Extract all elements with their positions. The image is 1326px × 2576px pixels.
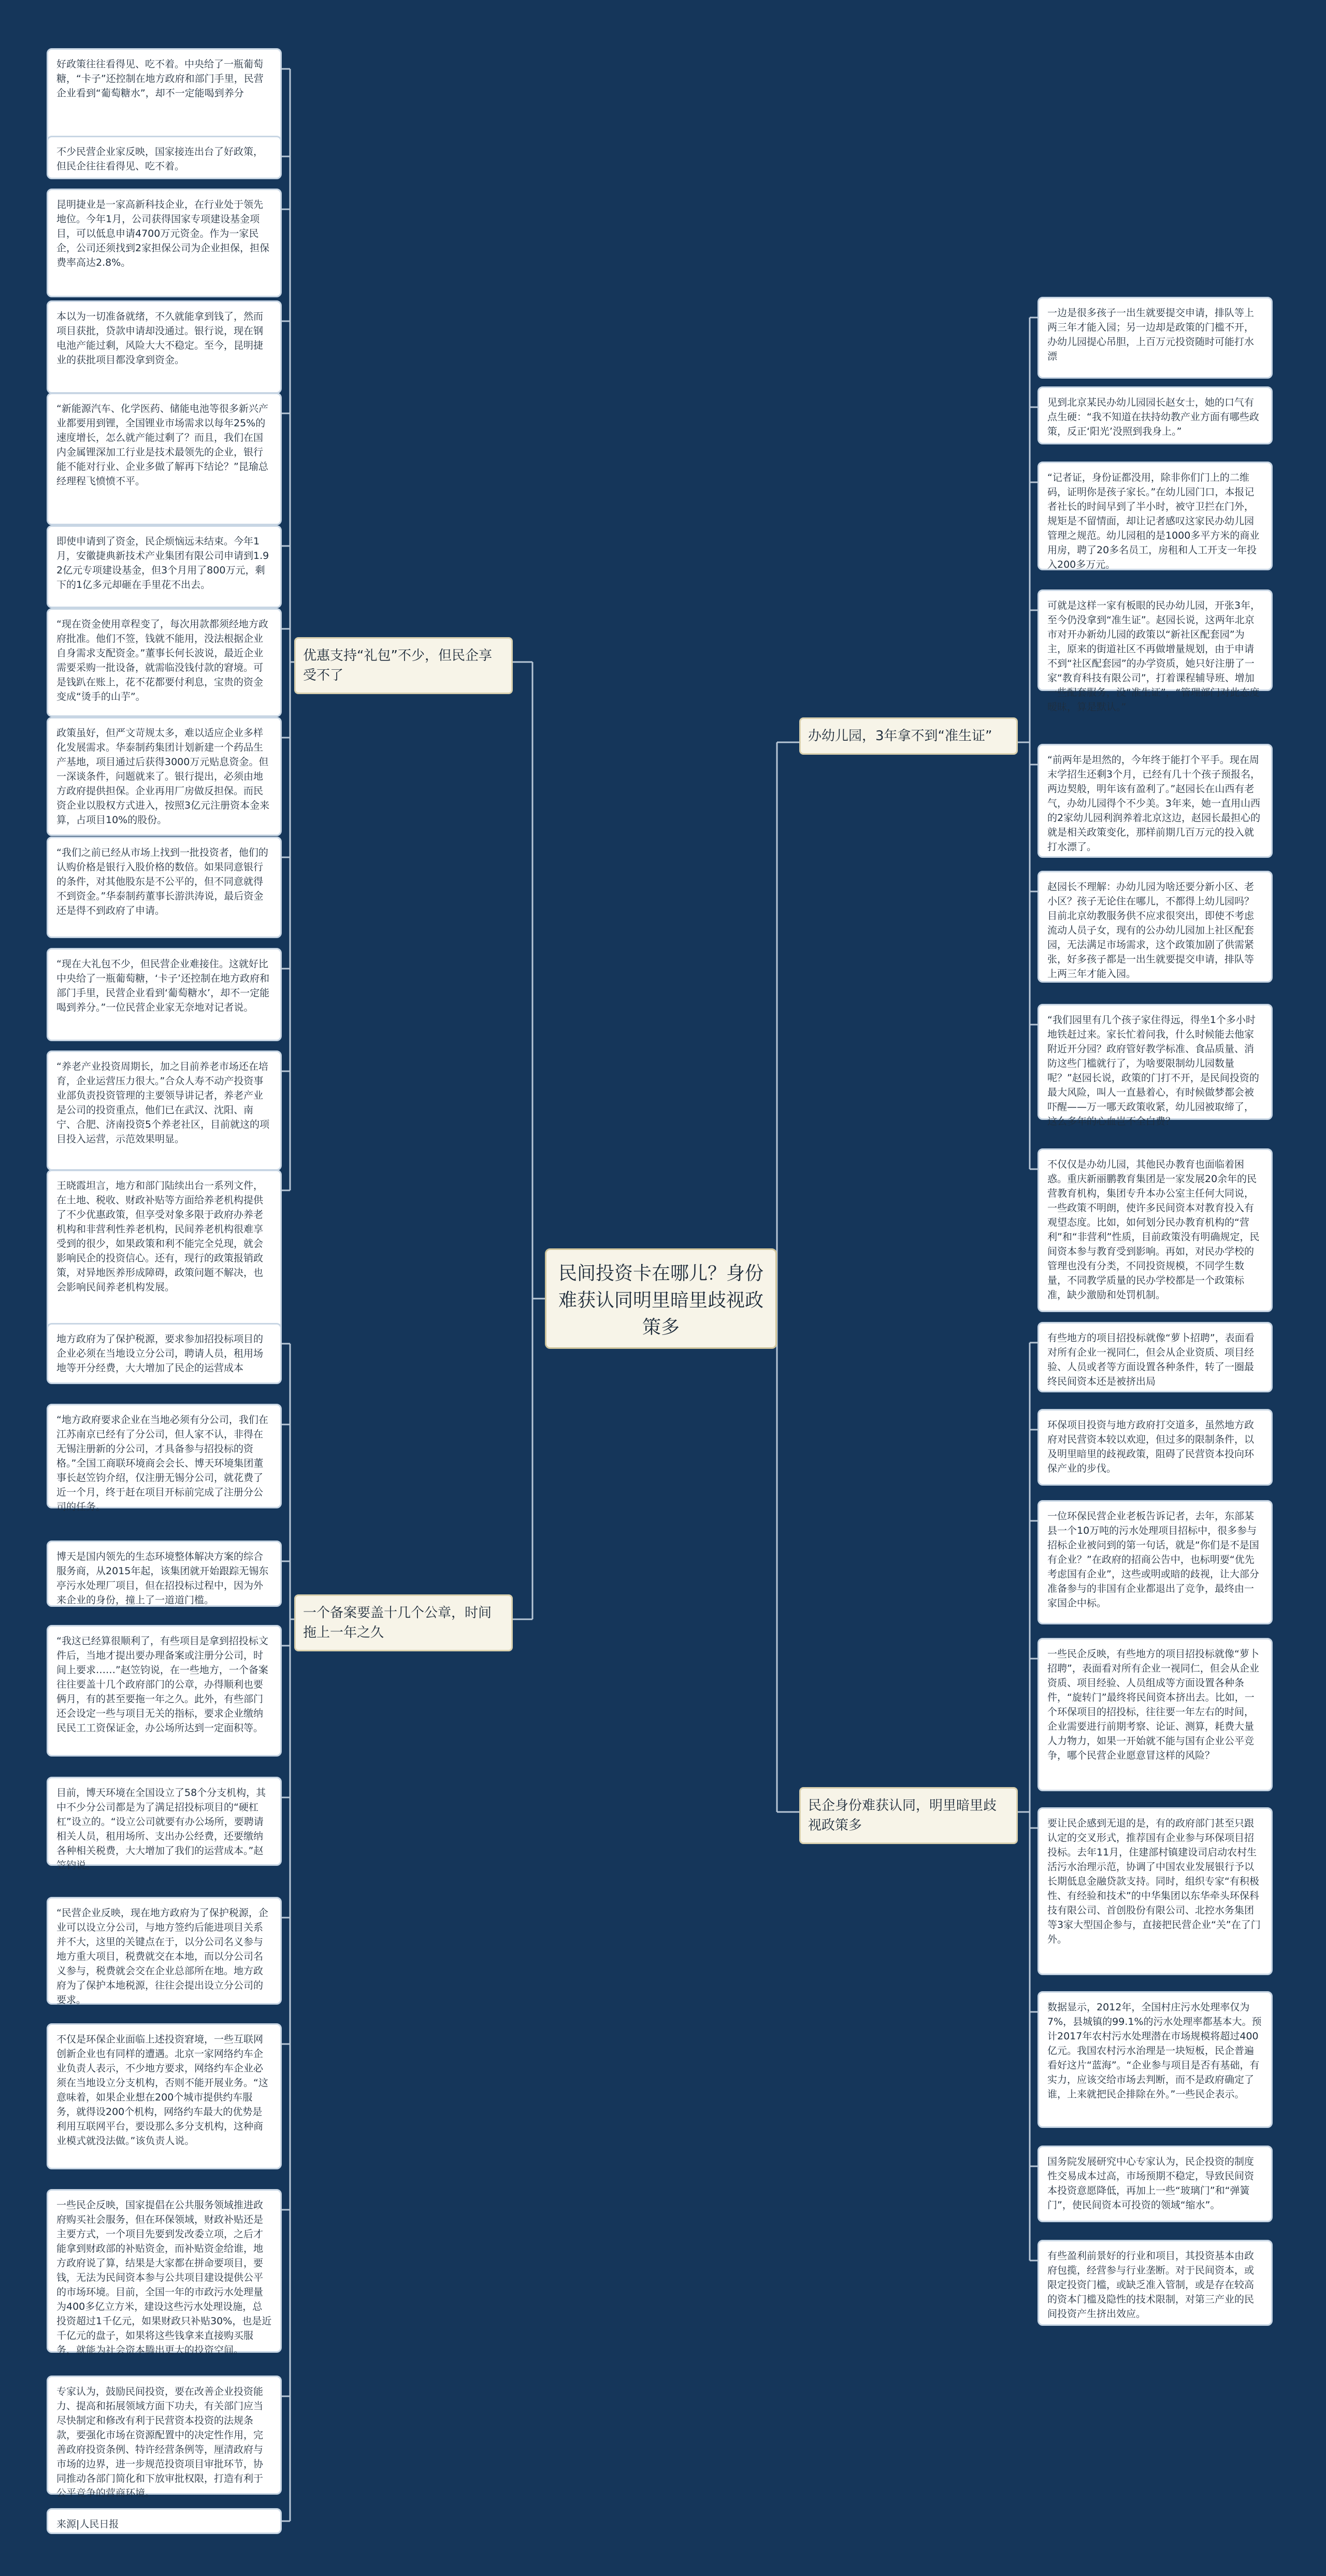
leaf-note[interactable]: 有些地方的项目招投标就像“萝卜招聘”，表面看对所有企业一视同仁，但会从企业资质、项目经验、人员或者等方面设置各种条件，转了一圈最终民间资本还是被挤出局 [1037,1322,1273,1392]
leaf-note[interactable]: “地方政府要求企业在当地必须有分公司，我们在江苏南京已经有了分公司，但人家不认，非得在无锡注册新的分公司，才具备参与招投标的资格。”全国工商联环境商会会长、博天环境集团董事长赵笠钧介绍，仅注册无锡分公司，就花费了近一个月，终于赶在项目开标前完成了注册分公司的任务。 [47,1404,282,1508]
leaf-note[interactable]: 来源|人民日报 [47,2508,282,2534]
leaf-note[interactable]: “民营企业反映，现在地方政府为了保护税源，企业可以设立分公司，与地方签约后能进项目关系并不大，这里的关键点在于，以分公司名义参与地方重大项目，税费就交在本地，而以分公司名义参与，税费就会交在企业总部所在地。地方政府为了保护本地税源，往往会提出设立分公司的要求。 [47,1897,282,2005]
leaf-note[interactable]: 见到北京某民办幼儿园园长赵女士，她的口气有点生硬：“我不知道在扶持幼教产业方面有哪些政策，反正‘阳光’没照到我身上。” [1037,386,1273,444]
leaf-note[interactable]: 目前，博天环境在全国设立了58个分支机构，其中不少分公司都是为了满足招投标项目的“硬杠杠”设立的。“设立公司就要有办公场所，要聘请相关人员，租用场所、支出办公经费，还要缴纳各种相关税费，大大增加了我们的运营成本。”赵笠钧说。 [47,1777,282,1866]
leaf-note[interactable]: 好政策往往看得见、吃不着。中央给了一瓶葡萄糖，“卡子”还控制在地方政府和部门手里，民营企业看到“葡萄糖水”，却不一定能喝到养分 [47,48,282,165]
leaf-note[interactable]: “现在资金使用章程变了，每次用款都须经地方政府批准。他们不签，钱就不能用，没法根据企业自身需求支配资金。”董事长何长波说，最近企业需要采购一批设备，就需临没钱付款的窘境。可是钱趴在账上，花不花都要付利息，宝贵的资金变成“烫手的山芋”。 [47,608,282,717]
leaf-note[interactable]: 政策虽好，但严文苛规太多，难以适应企业多样化发展需求。华泰制药集团计划新建一个药品生产基地，项目通过后获得3000万元贴息资金。但一深谈条件，问题就来了。银行提出，必须由地方政府提供担保。企业再用厂房做反担保。而民资企业以股权方式进入，按照3亿元注册资本金来算，占项目10%的股份。 [47,717,282,836]
root-topic[interactable]: 民间投资卡在哪儿？身份难获认同明里暗里歧视政策多 [545,1248,777,1349]
branch-topic-b2[interactable]: 一个备案要盖十几个公章，时间拖上一年之久 [294,1594,513,1651]
leaf-note[interactable]: “新能源汽车、化学医药、储能电池等很多新兴产业都要用到锂，全国锂业市场需求以每年25%的速度增长，怎么就产能过剩了？而且，我们在国内金属锂深加工行业是技术最领先的企业，银行能不能对行业、企业多做了解再下结论？”昆瑜总经理程飞愤愤不平。 [47,393,282,525]
leaf-note[interactable]: 要让民企感到无退的是，有的政府部门甚至只跟认定的交叉形式，推荐国有企业参与环保项目招投标。去年11月，住建部村镇建设司启动农村生活污水治理示范，协调了中国农业发展银行予以长期低息金融贷款支持。同时，组织专家“有积极性、有经验和技术”的中华集团以东华牵头环保科技有限公司、首创股份有限公司、北控水务集团等3家大型国企参与，直接把民营企业“关”在了门外。 [1037,1807,1273,1975]
leaf-note[interactable]: 国务院发展研究中心专家认为，民企投资的制度性交易成本过高，市场预期不稳定，导致民间资本投资意愿降低，再加上一些“玻璃门”和“弹簧门”，使民间资本可投资的领域“缩水”。 [1037,2146,1273,2222]
leaf-note[interactable]: 数据显示，2012年，全国村庄污水处理率仅为7%，县城镇的99.1%的污水处理率都基本大。预计2017年农村污水处理潜在市场规模将超过400亿元。我国农村污水治理是一块短板，民企普遍看好这片“蓝海”。“企业参与项目是否有基础，有实力，应该交给市场去判断，而不是政府确定了谁，上来就把民企排除在外。”一些民企表示。 [1037,1991,1273,2128]
leaf-note[interactable]: 昆明捷业是一家高新科技企业，在行业处于领先地位。今年1月，公司获得国家专项建设基金项目，可以低息申请4700万元资金。作为一家民企，公司还须找到2家担保公司为企业担保，担保费率高达2.8%。 [47,189,282,297]
leaf-note[interactable]: “现在大礼包不少，但民营企业难接住。这就好比中央给了一瓶葡萄糖，‘卡子’还控制在地方政府和部门手里，民营企业看到‘葡萄糖水’，却不一定能喝到养分。”一位民营企业家无奈地对记者说。 [47,948,282,1041]
leaf-note[interactable]: 一位环保民营企业老板告诉记者，去年，东部某县一个10万吨的污水处理项目招标中，很多参与招标企业被问到的第一句话，就是“你们是不是国有企业？”在政府的招商公告中，也标明要“优先考虑国有企业”，这些或明或暗的歧视，让大部分准备参与的非国有企业都退出了竞争，最终由一家国企中标。 [1037,1500,1273,1624]
leaf-note[interactable]: “记者证，身份证都没用，除非你们门上的二维码，证明你是孩子家长。”在幼儿园门口，本报记者社长的时间早到了半小时，被守卫拦在门外，规矩是不留情面，却让记者感叹这家民办幼儿园管理之规范。幼儿园租的是1000多平方米的商业用房，聘了20多名员工，房租和人工开支一年投入200多万元。 [1037,462,1273,570]
leaf-note[interactable]: 不少民营企业家反映，国家接连出台了好政策，但民企往往看得见、吃不着。 [47,136,282,179]
leaf-note[interactable]: 博天是国内领先的生态环境整体解决方案的综合服务商，从2015年起，该集团就开始跟踪无锡东亭污水处理厂项目，但在招投标过程中，因为外来企业的身份，撞上了一道道门槛。 [47,1541,282,1607]
leaf-note[interactable]: 本以为一切准备就绪，不久就能拿到钱了，然而项目获批，贷款申请却没通过。银行说，现在钢电池产能过剩，风险大大不稳定。至今，昆明捷业的获批项目都没拿到资金。 [47,300,282,394]
leaf-note[interactable]: 赵园长不理解：办幼儿园为啥还要分新小区、老小区？孩子无论住在哪儿，不都得上幼儿园吗？目前北京幼教服务供不应求很突出，即使不考虑流动人员子女，现有的公办幼儿园加上社区配套园，无法满足市场需求，这个政策加剧了供需紧张，好多孩子都是一出生就要提交申请，排队等上两三年才能入园。 [1037,871,1273,983]
leaf-note[interactable]: 地方政府为了保护税源，要求参加招投标项目的企业必须在当地设立分公司，聘请人员，租用场地等开分经费，大大增加了民企的运营成本 [47,1323,282,1384]
leaf-note[interactable]: 可就是这样一家有板眼的民办幼儿园，开张3年，至今仍没拿到“准生证”。赵园长说，这两年北京市对开办新幼儿园的政策以“新社区配套园”为主，原来的街道社区不再做增量规划，由于申请不到“社区配套园”的办学资质，她只好注册了一家“教育科技有限公司”，打着课程辅导班、增加一些配套服务，没“准生证”，“管理部门对此态度暧昧，算是默认。” [1037,589,1273,691]
leaf-note[interactable]: 一些民企反映，国家提倡在公共服务领域推进政府购买社会服务，但在环保领域，财政补贴还是主要方式，一个项目先要到发改委立项，之后才能拿到财政部的补贴资金，而补贴资金给谁，地方政府说了算，结果是大家都在拼命要项目，要钱，无法为民间资本参与公共项目建设提供公平的市场环境。目前，全国一年的市政污水处理量为400多亿立方米，建设这些污水处理设施，总投资超过1千亿元，如果财政只补贴30%，也是近千亿元的盘子，如果将这些钱拿来直接购买服务，就能为社会资本腾出更大的投资空间。 [47,2189,282,2353]
leaf-note[interactable]: “我们园里有几个孩子家住得远，得坐1个多小时地铁赶过来。家长忙着问我，什么时候能去他家附近开分园？政府管好教学标准、食品质量、消防这些门槛就行了，为啥要限制幼儿园数量呢？”赵园长说，政策的门打不开，是民间投资的最大风险，叫人一直悬着心，有时候做梦都会被吓醒——万一哪天政策收紧，幼儿园被取缔了，这么多年的心血岂不全白费？ [1037,1004,1273,1120]
branch-topic-b3[interactable]: 办幼儿园，3年拿不到“准生证” [799,717,1018,755]
leaf-note[interactable]: 有些盈利前景好的行业和项目，其投资基本由政府包揽，经营参与行业垄断。对于民间资本，或限定投资门槛，或缺乏准入管制，或是存在较高的资本门槛及隐性的技术限制，对第三产业的民间投资产生挤出效应。 [1037,2240,1273,2326]
branch-topic-b1[interactable]: 优惠支持“礼包”不少，但民企享受不了 [294,637,513,694]
leaf-note[interactable]: “前两年是坦然的，今年终于能打个平手。现在周末学招生还剩3个月，已经有几十个孩子预报名，两边契般，明年该有盈利了。”赵园长在山西有老气，办幼儿园得个不少美。3年来，她一直用山西的2家幼儿园利润养着北京这边，赵园长最担心的就是相关政策变化，那样前期几百万元的投入就打水漂了。 [1037,744,1273,858]
leaf-note[interactable]: “养老产业投资周期长，加之目前养老市场还在培育，企业运营压力很大。”合众人寿不动产投资事业部负责投资管理的主要领导讲记者，养老产业是公司的投资重点，他们已在武汉、沈阳、南宁、合肥、济南投资5个养老社区，目前就这的项目投入运营，示范效果明显。 [47,1050,282,1171]
leaf-note[interactable]: 一边是很多孩子一出生就要提交申请，排队等上两三年才能入园；另一边却是政策的门槛不开，办幼儿园提心吊胆，上百万元投资随时可能打水漂 [1037,297,1273,379]
leaf-note[interactable]: 不仅是环保企业面临上述投资窘境，一些互联网创新企业也有同样的遭遇。北京一家网络约车企业负责人表示，不少地方要求，网络约车企业必须在当地设立分支机构，否则不能开展业务。“这意味着，如果企业想在200个城市提供约车服务，就得设200个机构，网络约车最大的优势是利用互联网平台，要设那么多分支机构，这种商业模式就没法做。”该负责人说。 [47,2023,282,2169]
leaf-note[interactable]: 即使申请到了资金，民企烦恼远未结束。今年1月，安徽捷典新技术产业集团有限公司申请到1.92亿元专项建设基金，但3个月用了800万元，剩下的1亿多元却砸在手里花不出去。 [47,525,282,608]
leaf-note[interactable]: 一些民企反映，有些地方的项目招投标就像“萝卜招聘”，表面看对所有企业一视同仁，但会从企业资质、项目经验、人员组成等方面设置各种条件，“旋转门”最终将民间资本挤出去。比如，一个环保项目的招投标，往往要一年左右的时间，企业需要进行前期考察、论证、测算，耗费大量人力物力，如果一开始就不能与国有企业公平竞争，哪个民营企业愿意冒这样的风险？ [1037,1638,1273,1791]
leaf-note[interactable]: “我这已经算很顺利了，有些项目是拿到招投标文件后，当地才提出要办理备案或注册分公司，时间上要求……”赵笠钧说，在一些地方，一个备案往往要盖十几个政府部门的公章，办得顺利也要俩月，有的甚至要拖一年之久。此外，有些部门还会设定一些与项目无关的指标，要求企业缴纳民民工工资保证金，办公场所达到一定面积等。 [47,1625,282,1757]
leaf-note[interactable]: 环保项目投资与地方政府打交道多，虽然地方政府对民营资本较以欢迎，但过多的限制条件，以及明里暗里的歧视政策，阻碍了民营资本投向环保产业的步伐。 [1037,1409,1273,1486]
leaf-note[interactable]: 专家认为，鼓励民间投资，要在改善企业投资能力、提高和拓展领域方面下功夫，有关部门应当尽快制定和修改有利于民营资本投资的法规条款，要强化市场在资源配置中的决定性作用，完善政府投资条例、特许经营条例等，厘清政府与市场的边界，进一步规范投资项目审批环节，协同推动各部门简化和下放审批权限，打造有利于公平竞争的营商环境。 [47,2376,282,2495]
leaf-note[interactable]: 王晓霞坦言，地方和部门陆续出台一系列文件，在土地、税收、财政补贴等方面给养老机构提供了不少优惠政策，但享受对象多限于政府办养老机构和非营利性养老机构，民间养老机构很难享受到的很少，如果政策和利不能完全兑现，就会影响民企的投资信心。还有，现行的政策报销政策，对异地医养形成障碍，政策问题不解决，也会影响民间养老机构发展。 [47,1170,282,1341]
branch-topic-b4[interactable]: 民企身份难获认同，明里暗里歧视政策多 [799,1787,1018,1844]
leaf-note[interactable]: “我们之前已经从市场上找到一批投资者，他们的认购价格是银行入股价格的数倍。如果同意银行的条件，对其他股东是不公平的，但不同意就得不到资金。”华泰制药董事长游洪涛说，最后资金还是得不到政府了申请。 [47,837,282,938]
leaf-note[interactable]: 不仅仅是办幼儿园，其他民办教育也面临着困惑。重庆新丽鹏教育集团是一家发展20余年的民营教育机构，集团专升本办公室主任何大同说，一些政策不明朗，使许多民间资本对教育投入有观望态度。比如，如何划分民办教育机构的“营利”和“非营利”性质，目前政策没有明确规定，民间资本参与教育受到影响。再如，对民办学校的管理也没有分类，不同投资规模，不同学生数量，不同教学质量的民办学校都是一个政策标准，缺少激励和处罚机制。 [1037,1148,1273,1312]
